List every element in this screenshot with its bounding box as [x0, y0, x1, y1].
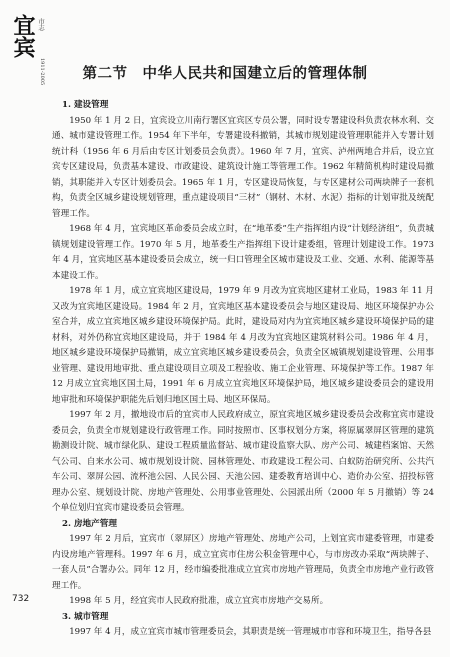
seal-small-chars: 市志	[37, 18, 45, 31]
paragraph: 1997 年 2 月后，宜宾市（翠屏区）房地产管理处、房地产公司，上划宜宾市建委管理，市建委内设房地产管理科。1997 年 6 月，成立宜宾市住房公积金管理中心，与市房改办采取“两块牌子、一套人员”合署办公。同年 12 月，经市编委批准成立宜宾市房地产管理局，负责全市房地产业行政管理工作。	[52, 534, 434, 591]
seal-years: 1911-2005	[39, 58, 45, 86]
paragraph: 1978 年 1 月，成立宜宾地区建设局，1979 年 9 月改为宜宾地区建材工业局，1983 年 11 月又改为宜宾地区建设局。1984 年 2 月，宜宾地区基本建设委员会与地区建设局、地区环境保护办公室合并，成立宜宾地区城乡建设环境保护局。此时，建设局对内为宜宾地区城乡建设环境保护局的建材科，对外仍称宜宾地区建设局，并于 1984 年 4 月改为宜宾地区建筑材料公司。1986 年 4 月，地区城乡建设环境保护局撤销，成立宜宾地区城乡建设委员会，负责全区城镇规划建设管理、公用事业管理、建设用地审批、重点建设项目立项及工程验收、施工企业管理、环境保护等工作。1987 年 12 月成立宜宾地区国土局，1991 年 6 月成立宜宾地区环境保护局，地区城乡建设委员会的建设用地审批和环境保护职能先后划归地区国土局、地区环保局。	[52, 286, 434, 405]
seal-big-chars: 宜宾	[10, 14, 36, 58]
paragraph: 1997 年 2 月，撤地设市后的宜宾市人民政府成立，原宜宾地区城乡建设委员会改称宜宾市建设委员会，负责全市规划建设行政管理工作。同时按照市、区事权划分方案，将原属翠屏区管理的建筑勘测设计院、城市绿化队、建设工程质量监督站、城市建设监察大队、房产公司、城建档案馆、天然气公司、自来水公司、城市规划设计院、园林管理处、市政建设工程公司、白蚁防治研究所、公共汽车公司、翠屏公园、流杯池公园、人民公园、天池公园、建委教育培训中心、造价办公室、招投标管理办公室、规划设计院、房地产管理处、公用事业管理处、公园派出所（2000 年 5 月撤销）等 24 个单位划归宜宾市建设委员会管理。	[52, 410, 434, 513]
heading-real-estate-management: 2. 房地产管理	[62, 518, 117, 529]
paragraph: 1998 年 5 月，经宜宾市人民政府批准，成立宜宾市房地产交易所。	[69, 596, 329, 606]
paragraph: 1997 年 4 月，成立宜宾市城市管理委员会，其职责是统一管理城市市容和环境卫生，指导各县	[69, 627, 432, 637]
heading-city-management: 3. 城市管理	[62, 611, 109, 622]
document-body	[52, 98, 434, 641]
paragraph: 1968 年 4 月，宜宾地区革命委员会成立时，在“地革委”生产指挥组内设“计划经济组”，负责城镇规划建设管理工作。1970 年 5 月，地革委生产指挥组下设计建委组，管理计划建设工作。1973 年 4 月，宜宾地区基本建设委员会成立，统一归口管理全区城市建设及工业、交通、水利、能源等基本建设工作。	[52, 224, 434, 281]
section-title: 第二节 中华人民共和国建立后的管理体制	[82, 65, 368, 82]
heading-construction-management: 1. 建设管理	[62, 100, 109, 110]
paragraph: 1950 年 1 月 2 日，宜宾设立川南行署区宜宾区专员公署，同时设专署建设科负责农林水利、交通、城市建设管理工作。1954 年下半年，专署建设科撤销，其城市规划建设管理职能并入专署计划统计科（1956 年 6 月后由专区计划委员会负责）。1960 年 7 月，宜宾、泸州两地合并后，设立宜宾专区建设局，负责基本建设、市政建设、建筑设计施工等管理工作。1962 年精简机构时建设局撤销，其职能并入专区计划委员会。1965 年 1 月，专区建设局恢复，与专区建材公司两块牌子一套机构，负责全区城乡建设规划管理，重点建设项目“三材”（钢材、木材、水泥）指标的计划审批及统配管理工作。	[52, 115, 434, 219]
page-number: 732	[12, 594, 30, 604]
